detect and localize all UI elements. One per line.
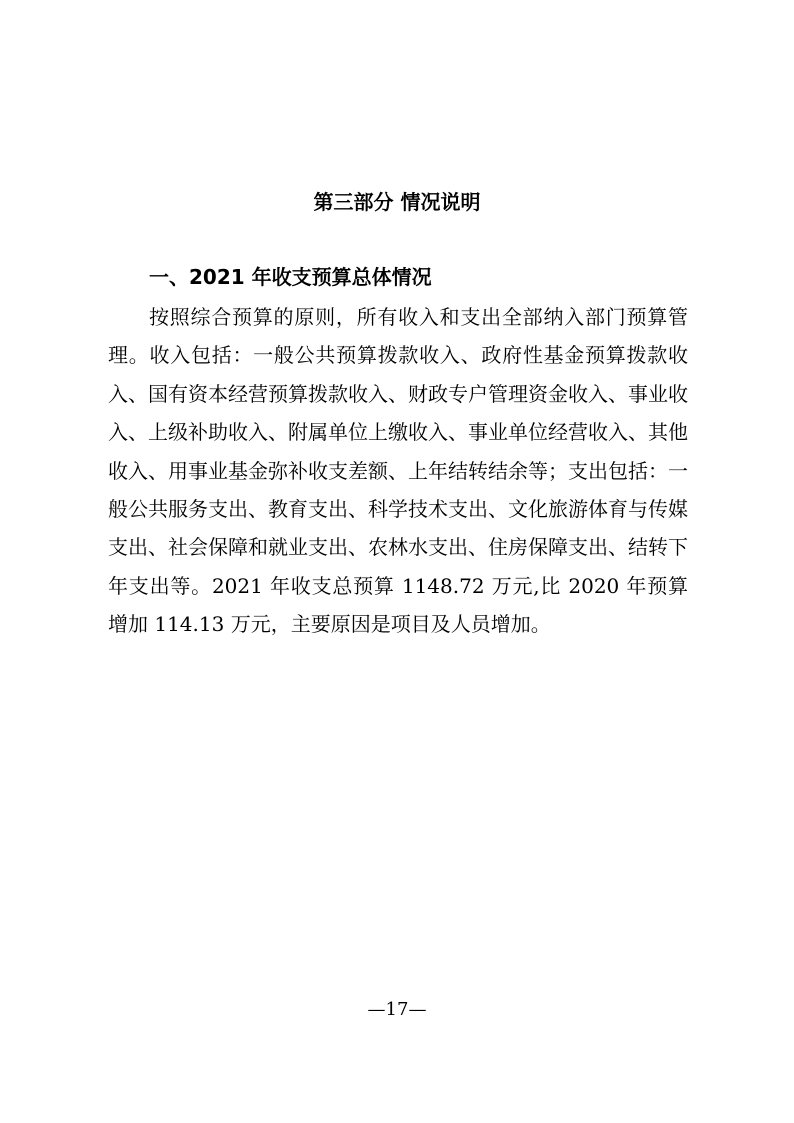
page-number: —17— xyxy=(367,999,427,1020)
section-heading: 一、2021 年收支预算总体情况 xyxy=(149,265,432,289)
body-paragraph: 按照综合预算的原则，所有收入和支出全部纳入部门预算管理。收入包括：一般公共预算拨款收入、政府性基金预算拨款收入、国有资本经营预算拨款收入、财政专户管理资金收入、事业收入、上级补助收入、附属单位上缴收入、事业单位经营收入、其他收入、用事业基金弥补收支差额、上年结转结余等；支出包括：一般公共服务支出、教育支出、科学技术支出、文化旅游体育与传媒支出、社会保障和就业支出、农林水支出、住房保障支出、结转下年支出等。2021 年收支总预算 1148.72 万元,比 2020 年预算增加 114.13 万元，主要原因是项目及人员增加。 xyxy=(108,305,688,637)
page-title: 第三部分 情况说明 xyxy=(313,190,481,214)
